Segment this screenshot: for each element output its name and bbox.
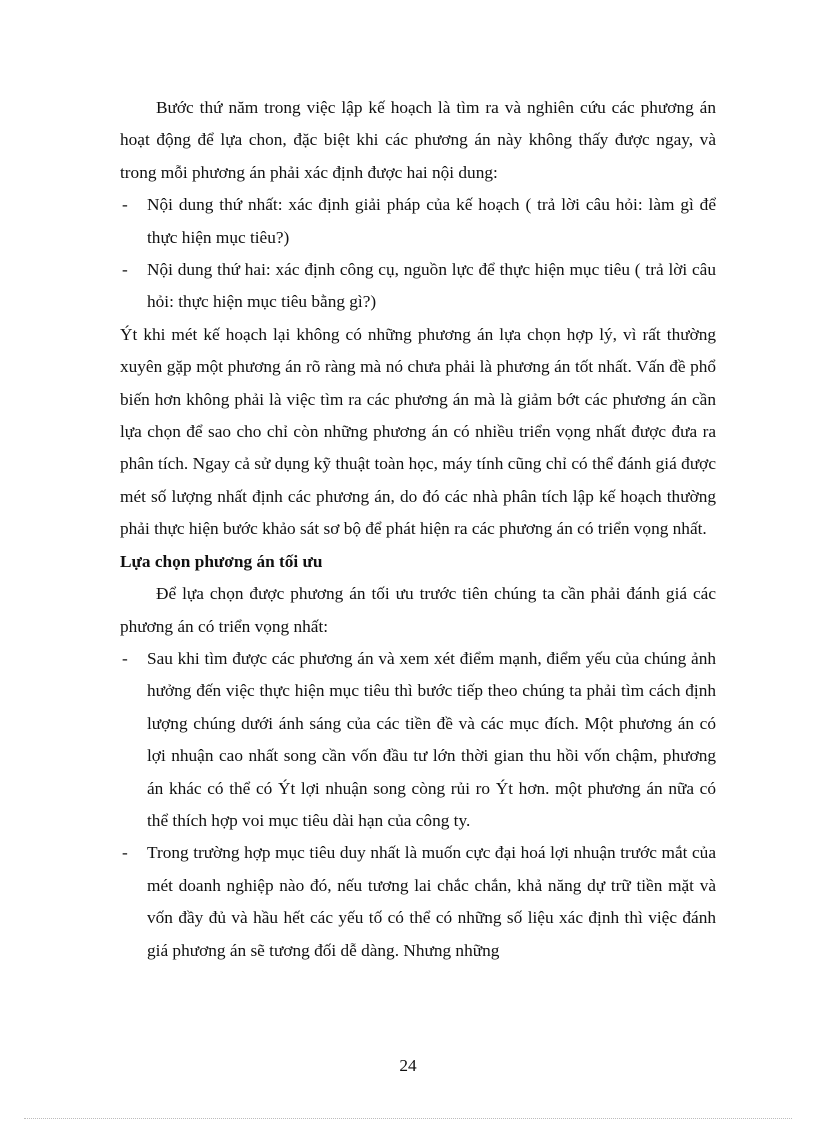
list-item-text: Nội dung thứ nhất: xác định giải pháp của kế hoạch ( trả lời câu hỏi: làm gì để thực hiện mục tiêu?) — [147, 195, 716, 247]
list-item — [120, 254, 716, 319]
bullet-dash: - — [122, 260, 128, 280]
page-number: 24 — [399, 1056, 417, 1075]
list-item-text: Sau khi tìm được các phương án và xem xét điểm mạnh, điểm yếu của chúng ảnh hưởng đến việc thực hiện mục tiêu thì bước tiếp theo chúng ta phải tìm cách định lượng chúng dưới ánh sáng của các tiền đề và các mục đích. Một phương án có lợi nhuận cao nhất song cần vốn đầu tư lớn thời gian thu hồi vốn chậm, phương án khác có thể có Ýt lợi nhuận song còng rủi ro Ýt hơn. một phương án nữa có thể thích hợp voi mục tiêu dài hạn của công ty. — [147, 648, 716, 830]
section-heading: Lựa chọn phương án tối ưu — [120, 551, 323, 571]
list-item — [120, 643, 716, 837]
paragraph-alternatives: Ýt khi mét kế hoạch lại không có những phương án lựa chọn hợp lý, vì rất thường xuyên gặp một phương án rõ ràng mà nó chưa phải là phương án tốt nhất. Vấn đề phổ biến hơn không phải là việc tìm ra các phương án mà là giảm bớt các phương án cần lựa chọn để sao cho chỉ còn những phương án có nhiều triển vọng nhất được đưa ra phân tích. Ngay cả sử dụng kỹ thuật toàn học, máy tính cũng chỉ có thể đánh giá được mét số lượng nhất định các phương án, do đó các nhà phân tích lập kế hoạch thường phải thực hiện bước khảo sát sơ bộ để phát hiện ra các phương án có triển vọng nhất. — [120, 324, 716, 539]
bullet-dash: - — [122, 648, 128, 668]
paragraph-step-five: Bước thứ năm trong việc lập kế hoạch là tìm ra và nghiên cứu các phương án hoạt động để lựa chon, đặc biệt khi các phương án này không thấy được ngay, và trong mỗi phương án phải xác định được hai nội dung: — [120, 98, 716, 182]
paragraph-evaluate: Để lựa chọn được phương án tối ưu trước tiên chúng ta cần phải đánh giá các phương án có triển vọng nhất: — [120, 584, 716, 636]
list-item-text: Trong trường hợp mục tiêu duy nhất là muốn cực đại hoá lợi nhuận trước mắt của mét doanh nghiệp nào đó, nếu tương lai chắc chắn, khả năng dự trữ tiền mặt và vốn đầy đủ và hầu hết các yếu tố có thể có những số liệu xác định thì việc đánh giá phương án sẽ tương đối dễ dàng. Nhưng những — [147, 843, 716, 960]
page-bottom-divider — [24, 1118, 792, 1119]
bullet-dash: - — [122, 843, 128, 863]
list-item-text: Nội dung thứ hai: xác định công cụ, nguồn lực để thực hiện mục tiêu ( trả lời câu hỏi: thực hiện mục tiêu bằng gì?) — [147, 260, 716, 312]
list-item — [120, 189, 716, 254]
list-item — [120, 837, 716, 967]
body-text — [120, 92, 716, 967]
bullet-dash: - — [122, 195, 128, 215]
